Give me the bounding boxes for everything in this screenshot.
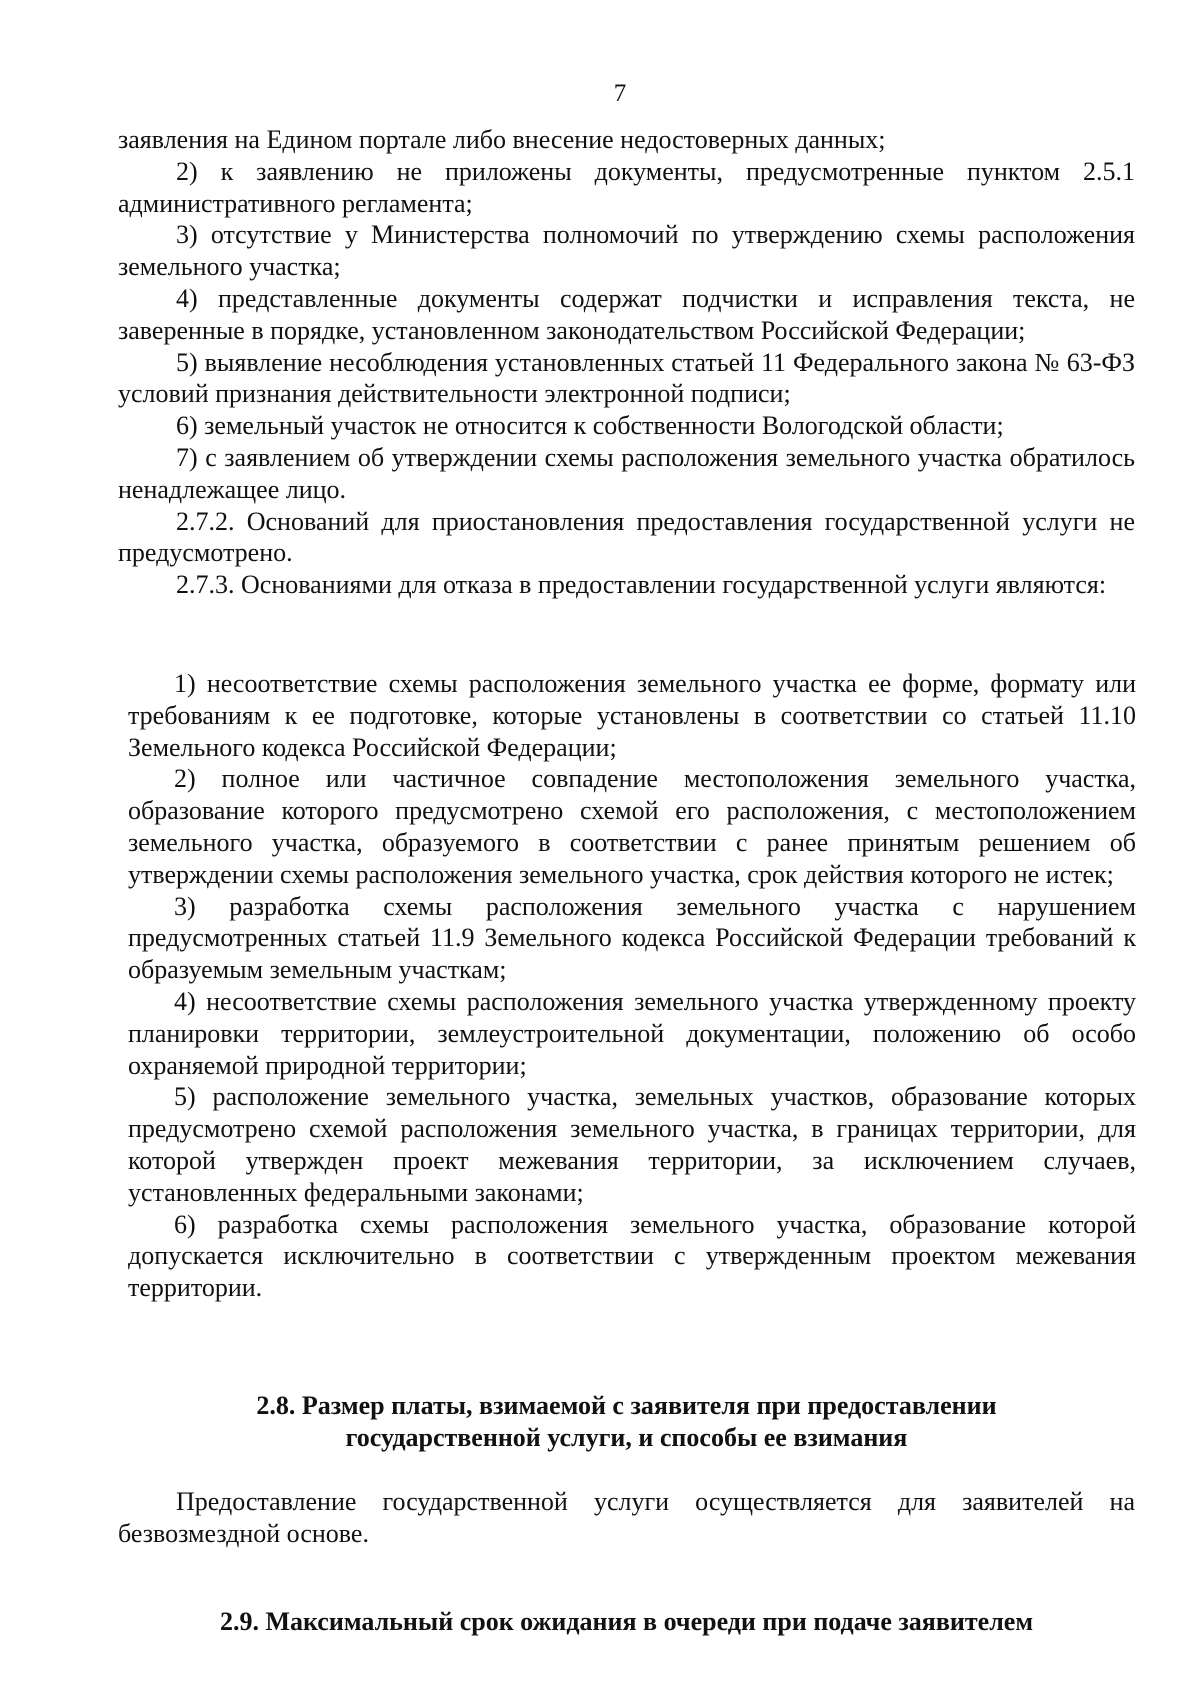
paragraph: 5) выявление несоблюдения установленных статьей 11 Федерального закона № 63-ФЗ условий признания действительности электронной подписи;: [118, 347, 1135, 409]
section-heading-2-9: [118, 1606, 1135, 1638]
heading-line: 2.9. Максимальный срок ожидания в очереди при подаче заявителем: [219, 1607, 1034, 1636]
fee-paragraph: Предоставление государственной услуги осуществляется для заявителей на безвозмездной основе.: [118, 1487, 1135, 1548]
paragraph: 2) к заявлению не приложены документы, предусмотренные пунктом 2.5.1 административного регламента;: [118, 156, 1135, 218]
paragraph: 2.7.3. Основаниями для отказа в предоставлении государственной услуги являются:: [176, 570, 1107, 600]
list-item: 1) несоответствие схемы расположения земельного участка ее форме, формату или требованиям к ее подготовке, которые установлены в соответствии со статьей 11.10 Земельного кодекса Российской Федерации;: [128, 669, 1136, 762]
list-item: 6) разработка схемы расположения земельного участка, образование которой допускается исключительно в соответствии с утвержденным проектом межевания территории.: [128, 1209, 1136, 1303]
heading-line: государственной услуги, и способы ее взимания: [345, 1423, 908, 1452]
refusal-grounds-block: [118, 124, 1135, 601]
heading-line: 2.8. Размер платы, взимаемой с заявителя при предоставлении: [256, 1391, 997, 1420]
section-heading-2-8: [118, 1390, 1135, 1454]
paragraph: заявления на Едином портале либо внесение недостоверных данных;: [118, 125, 886, 154]
paragraph: 3) отсутствие у Министерства полномочий по утверждению схемы расположения земельного участка;: [118, 220, 1135, 282]
list-item: 3) разработка схемы расположения земельного участка с нарушением предусмотренных статьей 11.9 Земельного кодекса Российской Федерации требований к образуемым земельным участкам;: [128, 891, 1136, 985]
paragraph: 7) с заявлением об утверждении схемы расположения земельного участка обратилось ненадлежащее лицо.: [118, 442, 1135, 504]
list-item: 5) расположение земельного участка, земельных участков, образование которых предусмотрено схемой расположения земельного участка, в границах территории, для которой утвержден проект межевания территории, за исключением случаев, установленных федеральными законами;: [128, 1082, 1136, 1207]
list-item: 4) несоответствие схемы расположения земельного участка утвержденному проекту планировки территории, землеустроительной документации, положению об особо охраняемой природной территории;: [128, 986, 1136, 1080]
page-number: 7: [613, 80, 627, 107]
denial-grounds-list: [128, 668, 1136, 1304]
paragraph: 4) представленные документы содержат подчистки и исправления текста, не заверенные в порядке, установленном законодательством Российской Федерации;: [118, 283, 1135, 345]
paragraph: 6) земельный участок не относится к собственности Вологодской области;: [176, 411, 1004, 441]
list-item: 2) полное или частичное совпадение местоположения земельного участка, образование которого предусмотрено схемой его расположения, с местоположением земельного участка, образуемого в соответствии с ранее принятым решением об утверждении схемы расположения земельного участка, срок действия которого не истек;: [128, 764, 1136, 889]
paragraph: 2.7.2. Оснований для приостановления предоставления государственной услуги не предусмотрено.: [118, 506, 1135, 568]
